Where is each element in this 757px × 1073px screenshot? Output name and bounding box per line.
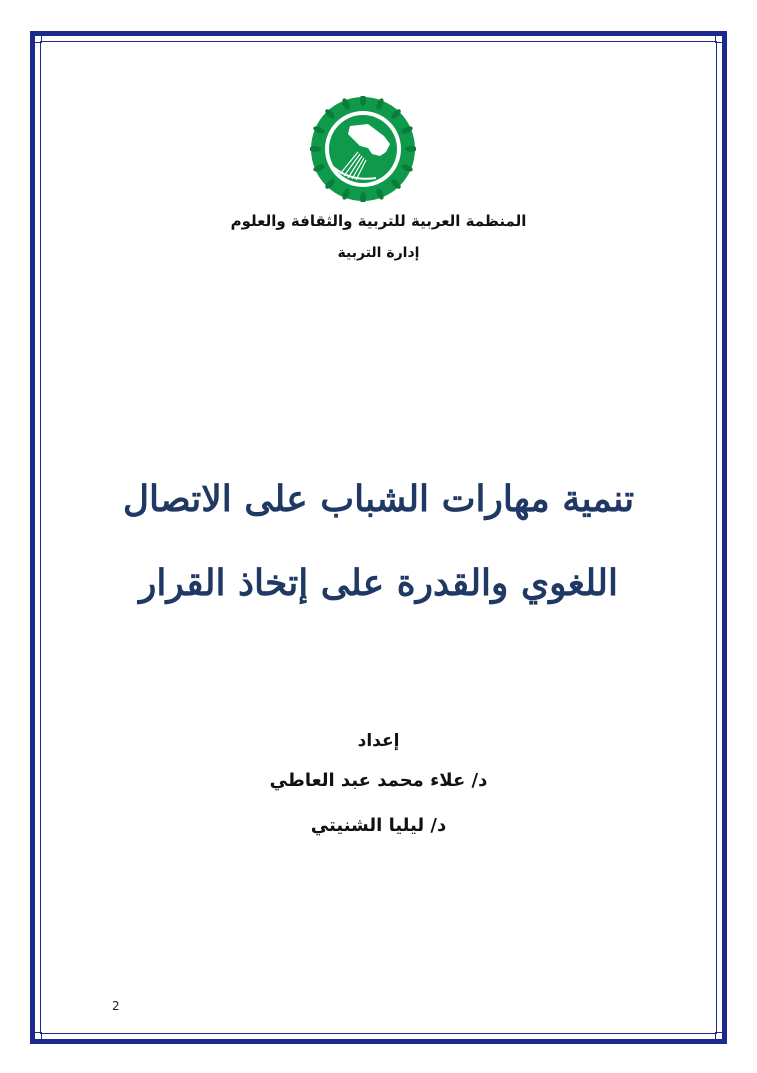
organization-name: المنظمة العربية للتربية والثقافة والعلوم: [230, 212, 527, 230]
corner-ornament-bottom-left: [30, 1032, 42, 1044]
document-title-line-1: تنمية مهارات الشباب على الاتصال: [122, 478, 635, 520]
alecso-emblem-icon: [310, 96, 416, 202]
document-title-line-2: اللغوي والقدرة على إتخاذ القرار: [139, 562, 618, 604]
page-number: 2: [112, 999, 120, 1013]
corner-ornament-top-left: [30, 31, 42, 43]
author-name: د/ ليليا الشنيتي: [310, 815, 447, 836]
department-name: إدارة التربية: [337, 245, 420, 261]
prepared-by-label: إعداد: [357, 731, 400, 751]
corner-ornament-top-right: [715, 31, 727, 43]
author-name: د/ علاء محمد عبد العاطي: [269, 770, 488, 791]
corner-ornament-bottom-right: [715, 1032, 727, 1044]
